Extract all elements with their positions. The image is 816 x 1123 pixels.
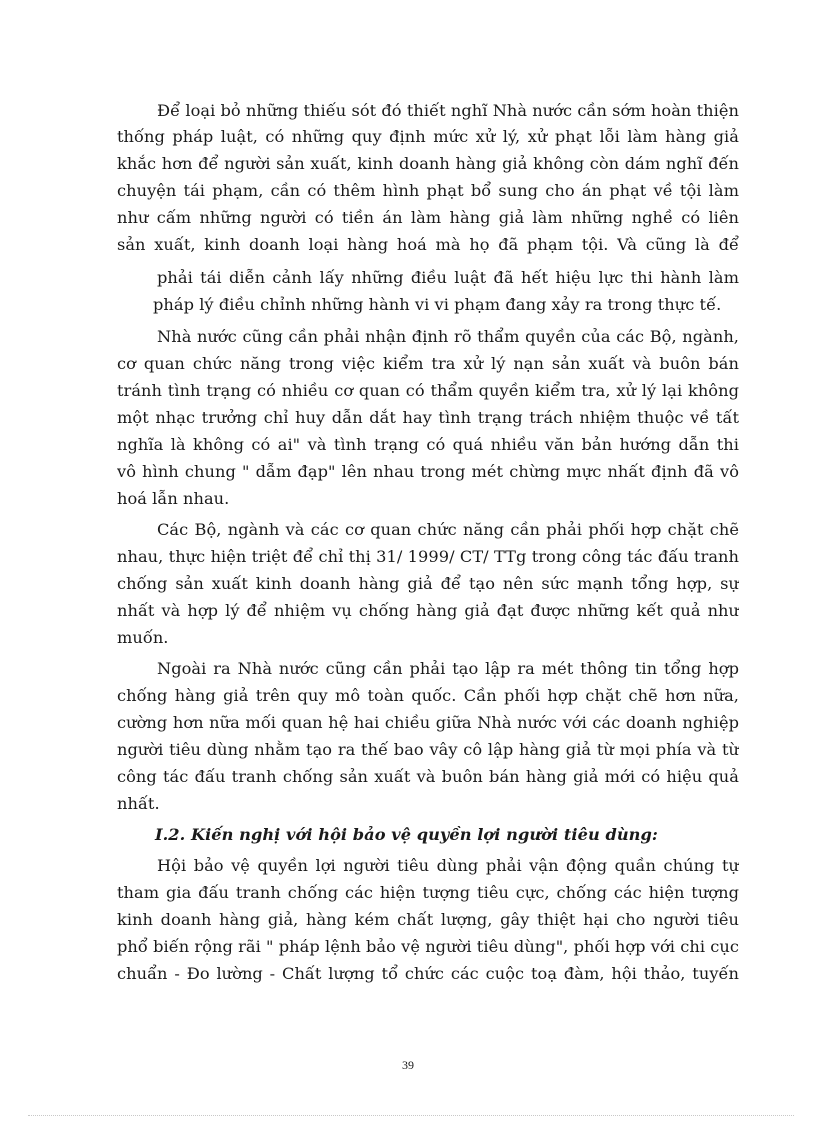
text-line: kinh doanh hàng giả, hàng kém chất lượng, gây thiệt hại cho người tiêu (117, 910, 739, 929)
text-line: pháp lý điều chỉnh những hành vi vi phạm đang xảy ra trong thực tế. (153, 295, 722, 314)
text-line: chống hàng giả trên quy mô toàn quốc. Cần phối hợp chặt chẽ hơn nữa, (117, 686, 739, 705)
text-line: nhau, thực hiện triệt để chỉ thị 31/ 1999/ CT/ TTg trong công tác đấu tranh (117, 547, 739, 566)
text-line: nghĩa là không có ai" và tình trạng có quá nhiều văn bản hướng dẫn thi (117, 435, 739, 454)
text-line: người tiêu dùng nhằm tạo ra thế bao vây cô lập hàng giả từ mọi phía và từ (117, 740, 739, 759)
text-line: chuyện tái phạm, cần có thêm hình phạt bổ sung cho án phạt về tội làm (117, 181, 739, 200)
text-line: Hội bảo vệ quyền lợi người tiêu dùng phải vận động quần chúng tự (157, 856, 739, 875)
text-line: phải tái diễn cảnh lấy những điều luật đã hết hiệu lực thi hành làm (157, 268, 739, 287)
text-line: chống sản xuất kinh doanh hàng giả để tạo nên sức mạnh tổng hợp, sự (117, 574, 739, 593)
text-line: thống pháp luật, có những quy định mức xử lý, xử phạt lỗi làm hàng giả (117, 127, 739, 146)
text-line: Ngoài ra Nhà nước cũng cần phải tạo lập ra mét thông tin tổng hợp (157, 659, 739, 678)
text-line: vô hình chung " dẫm đạp" lên nhau trong mét chừng mực nhất định đã vô (117, 462, 739, 481)
text-line: hoá lẫn nhau. (117, 489, 230, 508)
text-line: phổ biến rộng rãi " pháp lệnh bảo vệ người tiêu dùng", phối hợp với chi cục (117, 937, 739, 956)
footer-divider (28, 1115, 794, 1116)
text-line: như cấm những người có tiền án làm hàng giả làm những nghề có liên (117, 208, 739, 227)
text-line: một nhạc trưởng chỉ huy dẫn dắt hay tình trạng trách nhiệm thuộc về tất (117, 408, 739, 427)
text-line: Nhà nước cũng cần phải nhận định rõ thẩm quyền của các Bộ, ngành, (157, 327, 739, 346)
text-line: chuẩn - Đo lường - Chất lượng tổ chức các cuộc toạ đàm, hội thảo, tuyến (117, 964, 739, 983)
text-line: tham gia đấu tranh chống các hiện tượng tiêu cực, chống các hiện tượng (117, 883, 739, 902)
text-line: khắc hơn để người sản xuất, kinh doanh hàng giả không còn dám nghĩ đến (117, 154, 739, 173)
text-line: muốn. (117, 628, 169, 647)
text-line: Các Bộ, ngành và các cơ quan chức năng cần phải phối hợp chặt chẽ (157, 520, 739, 539)
text-line: cơ quan chức năng trong việc kiểm tra xử lý nạn sản xuất và buôn bán (117, 354, 739, 373)
text-line: tránh tình trạng có nhiều cơ quan có thẩm quyền kiểm tra, xử lý lại không (117, 381, 739, 400)
text-line: nhất và hợp lý để nhiệm vụ chống hàng giả đạt được những kết quả như (117, 601, 739, 620)
text-line: Để loại bỏ những thiếu sót đó thiết nghĩ Nhà nước cần sớm hoàn thiện (157, 101, 739, 120)
page-number: 39 (402, 1058, 414, 1072)
text-line: cường hơn nữa mối quan hệ hai chiều giữa Nhà nước với các doanh nghiệp (117, 713, 739, 732)
text-line: nhất. (117, 794, 160, 813)
text-line: công tác đấu tranh chống sản xuất và buôn bán hàng giả mới có hiệu quả (117, 767, 739, 786)
text-line: sản xuất, kinh doanh loại hàng hoá mà họ đã phạm tội. Và cũng là để (117, 235, 739, 254)
section-heading: I.2. Kiến nghị với hội bảo vệ quyền lợi người tiêu dùng: (155, 825, 658, 844)
